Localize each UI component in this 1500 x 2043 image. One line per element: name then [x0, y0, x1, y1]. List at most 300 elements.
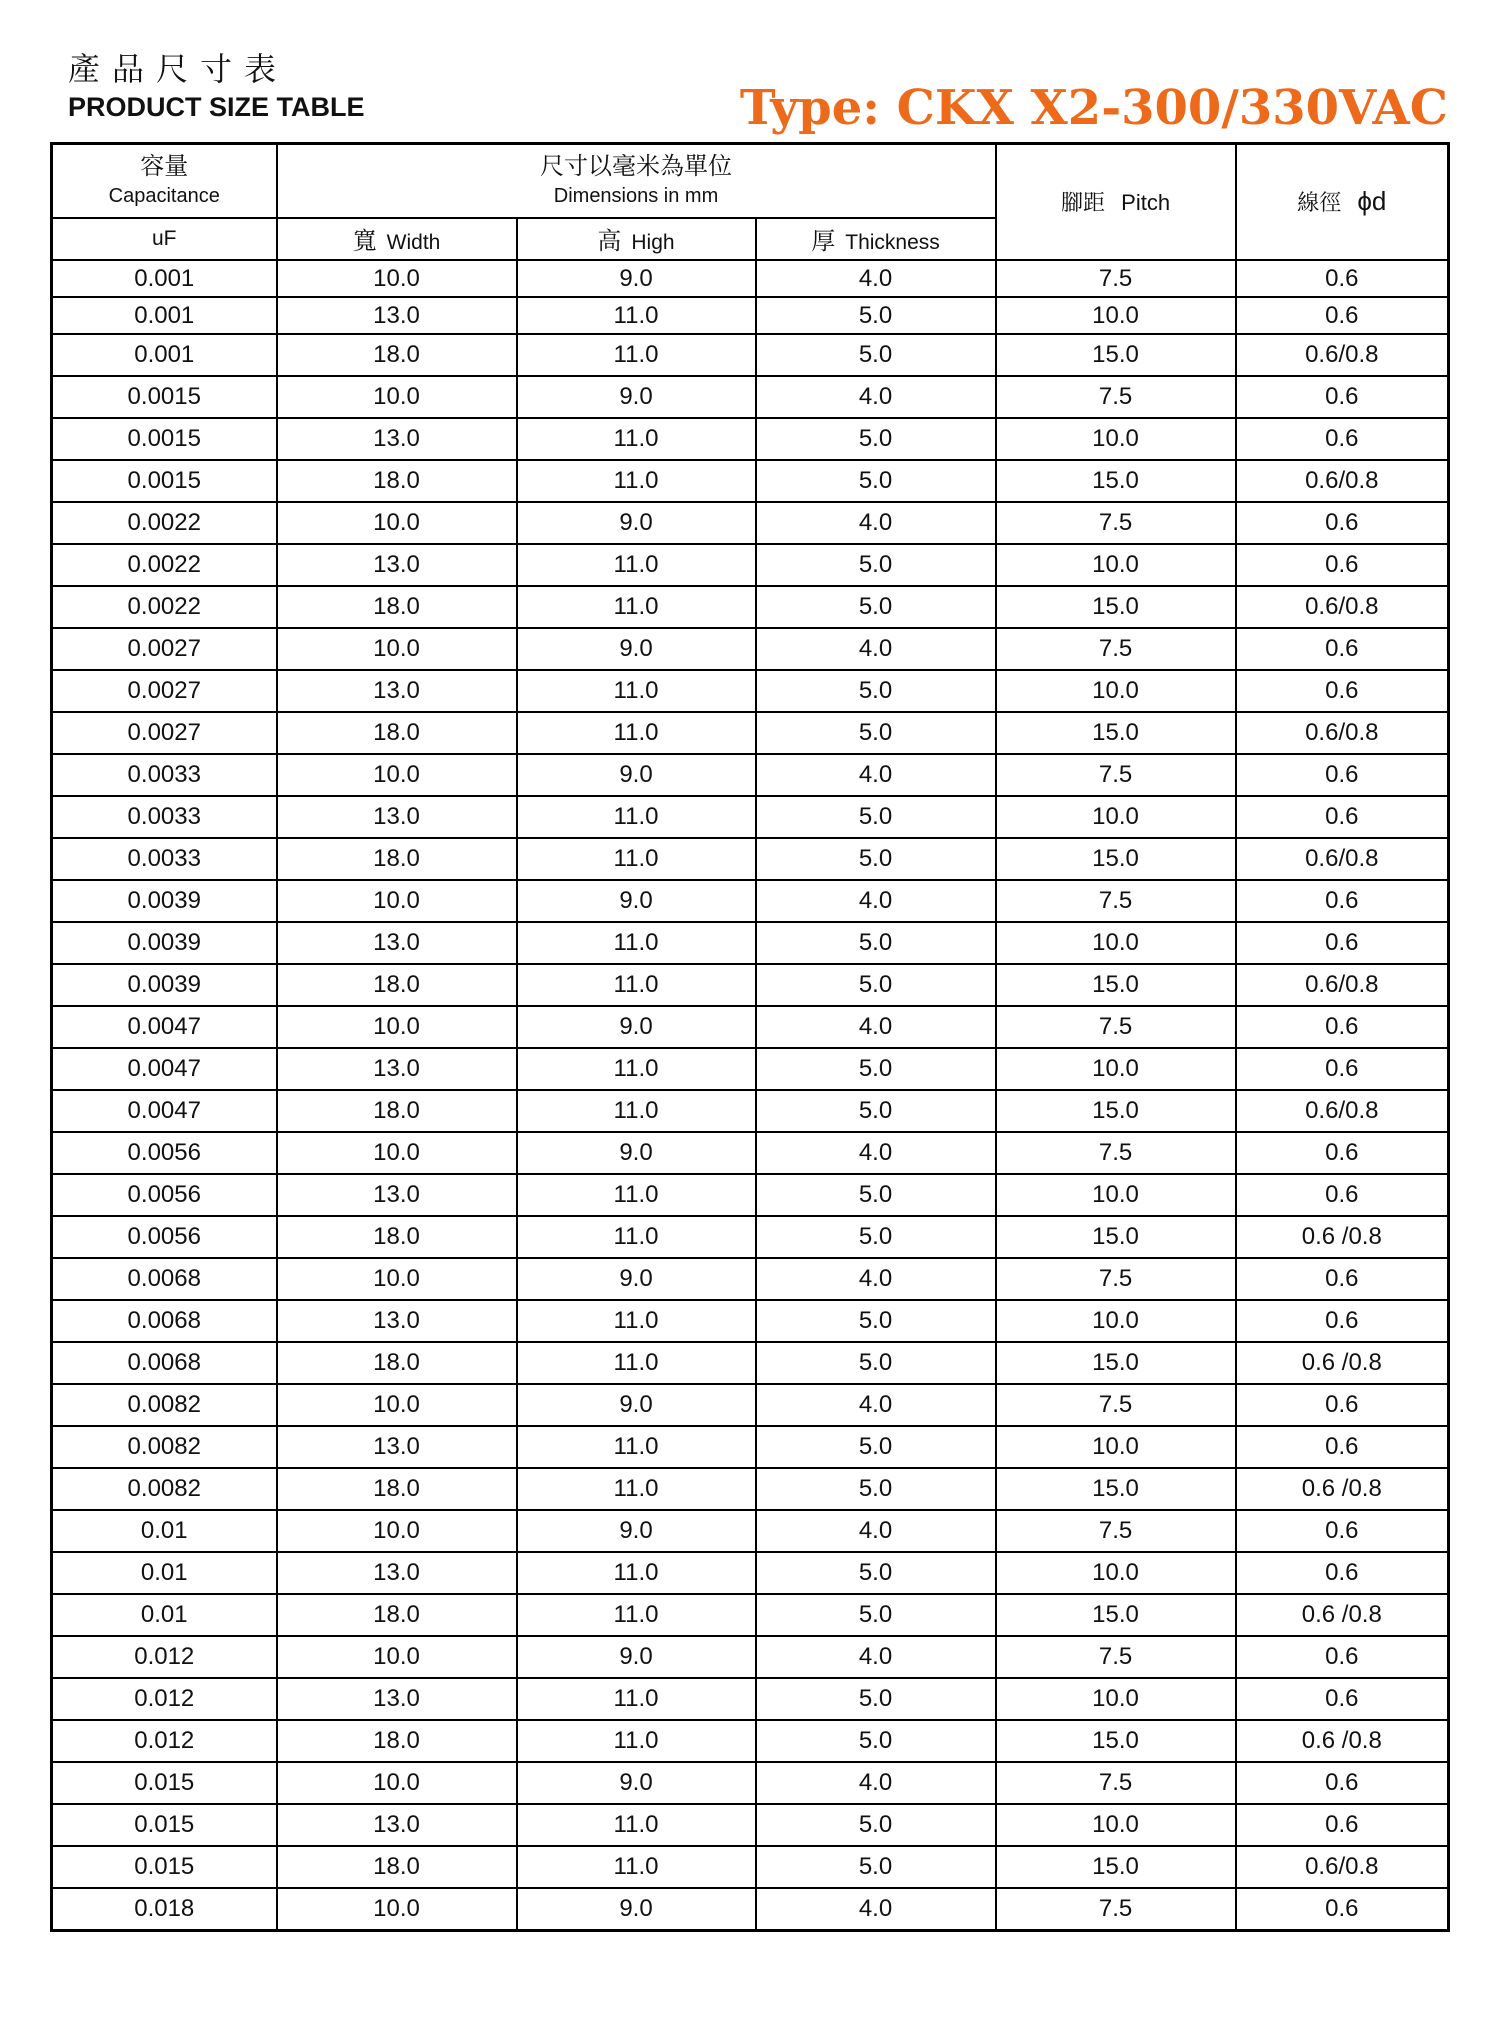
- high-cell: 9.0: [517, 376, 756, 418]
- width-cell: 18.0: [277, 838, 517, 880]
- capacitance-cell: 0.01: [52, 1510, 277, 1552]
- pitch-cell: 15.0: [996, 1090, 1236, 1132]
- capacitance-cell: 0.0022: [52, 544, 277, 586]
- wire-diameter-cell: 0.6: [1236, 628, 1449, 670]
- thickness-cell: 5.0: [756, 418, 996, 460]
- width-cell: 13.0: [277, 297, 517, 334]
- pitch-cell: 7.5: [996, 1636, 1236, 1678]
- table-row: [52, 922, 1449, 964]
- width-cell: 10.0: [277, 1636, 517, 1678]
- dimensions-header-en: Dimensions in mm: [553, 184, 719, 207]
- wire-diameter-cell: 0.6/0.8: [1236, 712, 1449, 754]
- high-cell: 11.0: [517, 964, 756, 1006]
- capacitance-cell: 0.0056: [52, 1174, 277, 1216]
- high-cell: 11.0: [517, 1678, 756, 1720]
- width-cell: 18.0: [277, 1216, 517, 1258]
- pitch-cell: 7.5: [996, 1510, 1236, 1552]
- width-cell: 10.0: [277, 880, 517, 922]
- wire-diameter-cell: 0.6/0.8: [1236, 586, 1449, 628]
- high-cell: 9.0: [517, 1888, 756, 1931]
- table-row: [52, 1300, 1449, 1342]
- capacitance-cell: 0.0039: [52, 922, 277, 964]
- high-cell: 11.0: [517, 1552, 756, 1594]
- pitch-cell: 7.5: [996, 260, 1236, 297]
- high-cell: 9.0: [517, 1510, 756, 1552]
- table-row: [52, 670, 1449, 712]
- width-cell: 13.0: [277, 922, 517, 964]
- pitch-cell: 7.5: [996, 628, 1236, 670]
- capacitance-header: [52, 144, 277, 218]
- table-row: [52, 460, 1449, 502]
- table-row: [52, 586, 1449, 628]
- table-row: [52, 1804, 1449, 1846]
- dimensions-header: [277, 144, 996, 218]
- high-header: [517, 218, 756, 260]
- pitch-cell: 15.0: [996, 964, 1236, 1006]
- pitch-cell: 15.0: [996, 838, 1236, 880]
- high-cell: 11.0: [517, 1300, 756, 1342]
- table-row: [52, 1594, 1449, 1636]
- capacitance-cell: 0.015: [52, 1846, 277, 1888]
- wire-header-cn: 線徑: [1297, 190, 1342, 216]
- width-cell: 18.0: [277, 460, 517, 502]
- high-cell: 11.0: [517, 712, 756, 754]
- pitch-cell: 15.0: [996, 1594, 1236, 1636]
- wire-diameter-cell: 0.6/0.8: [1236, 838, 1449, 880]
- table-row: [52, 1216, 1449, 1258]
- high-cell: 9.0: [517, 1132, 756, 1174]
- wire-diameter-cell: 0.6: [1236, 1636, 1449, 1678]
- wire-diameter-cell: 0.6: [1236, 1384, 1449, 1426]
- width-cell: 18.0: [277, 1342, 517, 1384]
- width-cell: 10.0: [277, 628, 517, 670]
- product-size-table: [50, 142, 1450, 1932]
- wire-diameter-cell: 0.6 /0.8: [1236, 1720, 1449, 1762]
- pitch-cell: 15.0: [996, 586, 1236, 628]
- wire-header-en: ϕd: [1357, 186, 1387, 217]
- width-cell: 18.0: [277, 1090, 517, 1132]
- width-cell: 10.0: [277, 1132, 517, 1174]
- width-cell: 10.0: [277, 260, 517, 297]
- capacitance-cell: 0.001: [52, 260, 277, 297]
- wire-diameter-cell: 0.6: [1236, 1132, 1449, 1174]
- capacitance-cell: 0.0033: [52, 796, 277, 838]
- table-row: [52, 1510, 1449, 1552]
- capacitance-cell: 0.0082: [52, 1426, 277, 1468]
- high-cell: 9.0: [517, 880, 756, 922]
- high-cell: 11.0: [517, 1090, 756, 1132]
- high-cell: 9.0: [517, 1762, 756, 1804]
- capacitance-cell: 0.012: [52, 1678, 277, 1720]
- high-cell: 11.0: [517, 1174, 756, 1216]
- high-cell: 11.0: [517, 1720, 756, 1762]
- pitch-cell: 10.0: [996, 297, 1236, 334]
- wire-diameter-cell: 0.6: [1236, 502, 1449, 544]
- width-cell: 13.0: [277, 1048, 517, 1090]
- capacitance-cell: 0.0022: [52, 502, 277, 544]
- high-cell: 9.0: [517, 628, 756, 670]
- pitch-cell: 7.5: [996, 880, 1236, 922]
- capacitance-cell: 0.0027: [52, 670, 277, 712]
- thickness-cell: 4.0: [756, 1510, 996, 1552]
- wire-diameter-cell: 0.6: [1236, 376, 1449, 418]
- wire-diameter-cell: 0.6: [1236, 1426, 1449, 1468]
- width-cell: 18.0: [277, 712, 517, 754]
- thickness-cell: 4.0: [756, 1888, 996, 1931]
- wire-diameter-cell: 0.6 /0.8: [1236, 1594, 1449, 1636]
- pitch-cell: 7.5: [996, 376, 1236, 418]
- width-cell: 10.0: [277, 1762, 517, 1804]
- thickness-cell: 4.0: [756, 1762, 996, 1804]
- thickness-header-en: Thickness: [845, 231, 940, 254]
- thickness-cell: 5.0: [756, 1048, 996, 1090]
- high-cell: 11.0: [517, 297, 756, 334]
- capacitance-cell: 0.0047: [52, 1090, 277, 1132]
- table-row: [52, 1678, 1449, 1720]
- type-label: Type: CKX X2-300/330VAC: [739, 80, 1448, 136]
- pitch-cell: 10.0: [996, 1678, 1236, 1720]
- width-cell: 10.0: [277, 1384, 517, 1426]
- wire-diameter-header: [1236, 144, 1449, 260]
- capacitance-cell: 0.0039: [52, 880, 277, 922]
- table-row: [52, 1132, 1449, 1174]
- thickness-header-cn: 厚: [811, 228, 836, 255]
- wire-diameter-cell: 0.6 /0.8: [1236, 1342, 1449, 1384]
- table-row: [52, 1720, 1449, 1762]
- width-cell: 18.0: [277, 586, 517, 628]
- table-row: [52, 418, 1449, 460]
- capacitance-cell: 0.0027: [52, 712, 277, 754]
- capacitance-cell: 0.012: [52, 1636, 277, 1678]
- pitch-cell: 10.0: [996, 1552, 1236, 1594]
- width-header: [277, 218, 517, 260]
- table-row: [52, 502, 1449, 544]
- thickness-cell: 5.0: [756, 1846, 996, 1888]
- high-cell: 11.0: [517, 418, 756, 460]
- high-cell: 9.0: [517, 1384, 756, 1426]
- thickness-cell: 5.0: [756, 1090, 996, 1132]
- high-cell: 9.0: [517, 1006, 756, 1048]
- wire-diameter-cell: 0.6/0.8: [1236, 460, 1449, 502]
- pitch-header-en: Pitch: [1121, 190, 1171, 216]
- table-row: [52, 1174, 1449, 1216]
- high-cell: 9.0: [517, 1258, 756, 1300]
- thickness-cell: 5.0: [756, 1426, 996, 1468]
- width-cell: 13.0: [277, 670, 517, 712]
- dimensions-header-cn: 尺寸以毫米為單位: [540, 152, 733, 180]
- thickness-cell: 4.0: [756, 754, 996, 796]
- thickness-cell: 5.0: [756, 670, 996, 712]
- thickness-cell: 5.0: [756, 1468, 996, 1510]
- high-cell: 11.0: [517, 460, 756, 502]
- thickness-cell: 4.0: [756, 1258, 996, 1300]
- thickness-cell: 5.0: [756, 1174, 996, 1216]
- thickness-header: [756, 218, 996, 260]
- thickness-cell: 4.0: [756, 880, 996, 922]
- thickness-cell: 5.0: [756, 586, 996, 628]
- thickness-cell: 5.0: [756, 1804, 996, 1846]
- wire-diameter-cell: 0.6: [1236, 297, 1449, 334]
- wire-diameter-cell: 0.6/0.8: [1236, 1090, 1449, 1132]
- high-cell: 11.0: [517, 1846, 756, 1888]
- thickness-cell: 5.0: [756, 712, 996, 754]
- thickness-cell: 4.0: [756, 1384, 996, 1426]
- high-cell: 11.0: [517, 1804, 756, 1846]
- pitch-cell: 10.0: [996, 1300, 1236, 1342]
- table-row: [52, 1552, 1449, 1594]
- width-cell: 18.0: [277, 1594, 517, 1636]
- thickness-cell: 4.0: [756, 1006, 996, 1048]
- pitch-header-cn: 腳距: [1061, 190, 1106, 216]
- pitch-cell: 10.0: [996, 1048, 1236, 1090]
- capacitance-cell: 0.0033: [52, 838, 277, 880]
- table-row: [52, 1090, 1449, 1132]
- capacitance-cell: 0.0082: [52, 1384, 277, 1426]
- width-cell: 13.0: [277, 418, 517, 460]
- width-cell: 18.0: [277, 334, 517, 376]
- high-cell: 11.0: [517, 1594, 756, 1636]
- high-cell: 11.0: [517, 334, 756, 376]
- capacitance-cell: 0.0033: [52, 754, 277, 796]
- width-cell: 13.0: [277, 1300, 517, 1342]
- table-row: [52, 1342, 1449, 1384]
- pitch-cell: 15.0: [996, 1468, 1236, 1510]
- table-row: [52, 1384, 1449, 1426]
- table-row: [52, 628, 1449, 670]
- wire-diameter-cell: 0.6/0.8: [1236, 964, 1449, 1006]
- wire-diameter-cell: 0.6: [1236, 1762, 1449, 1804]
- high-cell: 9.0: [517, 1636, 756, 1678]
- table-row: [52, 1258, 1449, 1300]
- pitch-cell: 7.5: [996, 1132, 1236, 1174]
- high-cell: 11.0: [517, 1048, 756, 1090]
- width-cell: 13.0: [277, 1804, 517, 1846]
- pitch-cell: 7.5: [996, 1258, 1236, 1300]
- capacitance-header-en: Capacitance: [108, 184, 220, 207]
- high-cell: 11.0: [517, 670, 756, 712]
- pitch-cell: 7.5: [996, 1384, 1236, 1426]
- width-cell: 18.0: [277, 1468, 517, 1510]
- width-cell: 13.0: [277, 1678, 517, 1720]
- high-cell: 11.0: [517, 1426, 756, 1468]
- wire-diameter-cell: 0.6/0.8: [1236, 1846, 1449, 1888]
- wire-diameter-cell: 0.6: [1236, 922, 1449, 964]
- thickness-cell: 5.0: [756, 964, 996, 1006]
- thickness-cell: 4.0: [756, 260, 996, 297]
- wire-diameter-cell: 0.6: [1236, 1552, 1449, 1594]
- thickness-cell: 5.0: [756, 922, 996, 964]
- width-cell: 13.0: [277, 1426, 517, 1468]
- pitch-cell: 10.0: [996, 1804, 1236, 1846]
- wire-diameter-cell: 0.6 /0.8: [1236, 1216, 1449, 1258]
- wire-diameter-cell: 0.6: [1236, 796, 1449, 838]
- wire-diameter-cell: 0.6: [1236, 1048, 1449, 1090]
- width-cell: 13.0: [277, 796, 517, 838]
- thickness-cell: 5.0: [756, 334, 996, 376]
- high-cell: 11.0: [517, 838, 756, 880]
- table-row: [52, 1468, 1449, 1510]
- wire-diameter-cell: 0.6/0.8: [1236, 334, 1449, 376]
- width-cell: 10.0: [277, 1006, 517, 1048]
- wire-diameter-cell: 0.6: [1236, 1258, 1449, 1300]
- capacitance-cell: 0.001: [52, 334, 277, 376]
- capacitance-cell: 0.0068: [52, 1258, 277, 1300]
- high-cell: 11.0: [517, 922, 756, 964]
- wire-diameter-cell: 0.6: [1236, 1174, 1449, 1216]
- width-cell: 13.0: [277, 1174, 517, 1216]
- capacitance-cell: 0.0022: [52, 586, 277, 628]
- thickness-cell: 5.0: [756, 796, 996, 838]
- wire-diameter-cell: 0.6: [1236, 1300, 1449, 1342]
- capacitance-cell: 0.0082: [52, 1468, 277, 1510]
- wire-diameter-cell: 0.6 /0.8: [1236, 1468, 1449, 1510]
- width-cell: 18.0: [277, 964, 517, 1006]
- table-row: [52, 1006, 1449, 1048]
- wire-diameter-cell: 0.6: [1236, 1804, 1449, 1846]
- width-cell: 18.0: [277, 1846, 517, 1888]
- capacitance-cell: 0.015: [52, 1762, 277, 1804]
- title-english: PRODUCT SIZE TABLE: [68, 92, 365, 122]
- pitch-cell: 15.0: [996, 1846, 1236, 1888]
- pitch-cell: 15.0: [996, 1216, 1236, 1258]
- width-cell: 10.0: [277, 376, 517, 418]
- table-row: [52, 754, 1449, 796]
- thickness-cell: 4.0: [756, 1636, 996, 1678]
- pitch-cell: 10.0: [996, 418, 1236, 460]
- width-cell: 18.0: [277, 1720, 517, 1762]
- pitch-cell: 7.5: [996, 754, 1236, 796]
- wire-diameter-cell: 0.6: [1236, 1510, 1449, 1552]
- wire-diameter-cell: 0.6: [1236, 418, 1449, 460]
- thickness-cell: 5.0: [756, 460, 996, 502]
- width-header-en: Width: [386, 231, 441, 254]
- pitch-cell: 10.0: [996, 922, 1236, 964]
- width-cell: 10.0: [277, 754, 517, 796]
- pitch-cell: 10.0: [996, 544, 1236, 586]
- high-cell: 11.0: [517, 1216, 756, 1258]
- capacitance-cell: 0.0039: [52, 964, 277, 1006]
- thickness-cell: 5.0: [756, 1342, 996, 1384]
- width-cell: 10.0: [277, 1510, 517, 1552]
- capacitance-cell: 0.018: [52, 1888, 277, 1931]
- pitch-cell: 7.5: [996, 1006, 1236, 1048]
- table-row: [52, 260, 1449, 297]
- table-row: [52, 1846, 1449, 1888]
- high-cell: 11.0: [517, 796, 756, 838]
- width-cell: 10.0: [277, 502, 517, 544]
- width-cell: 13.0: [277, 1552, 517, 1594]
- high-cell: 11.0: [517, 586, 756, 628]
- unit-header: uF: [52, 218, 277, 260]
- high-cell: 9.0: [517, 260, 756, 297]
- pitch-cell: 15.0: [996, 1342, 1236, 1384]
- table-row: [52, 376, 1449, 418]
- high-cell: 11.0: [517, 544, 756, 586]
- wire-diameter-cell: 0.6: [1236, 670, 1449, 712]
- capacitance-cell: 0.0047: [52, 1048, 277, 1090]
- thickness-cell: 5.0: [756, 1216, 996, 1258]
- width-header-cn: 寬: [352, 228, 377, 255]
- width-cell: 10.0: [277, 1888, 517, 1931]
- pitch-cell: 7.5: [996, 502, 1236, 544]
- pitch-cell: 10.0: [996, 796, 1236, 838]
- pitch-header: [996, 144, 1236, 260]
- table-row: [52, 1888, 1449, 1931]
- table-row: [52, 297, 1449, 334]
- wire-diameter-cell: 0.6: [1236, 544, 1449, 586]
- high-header-cn: 高: [597, 228, 622, 255]
- capacitance-cell: 0.0015: [52, 460, 277, 502]
- table-row: [52, 796, 1449, 838]
- thickness-cell: 4.0: [756, 502, 996, 544]
- table-row: [52, 712, 1449, 754]
- capacitance-cell: 0.0047: [52, 1006, 277, 1048]
- high-cell: 11.0: [517, 1342, 756, 1384]
- pitch-cell: 10.0: [996, 1174, 1236, 1216]
- table-body: [52, 260, 1449, 1931]
- wire-diameter-cell: 0.6: [1236, 880, 1449, 922]
- capacitance-cell: 0.0068: [52, 1300, 277, 1342]
- high-cell: 9.0: [517, 754, 756, 796]
- thickness-cell: 5.0: [756, 1552, 996, 1594]
- high-cell: 11.0: [517, 1468, 756, 1510]
- thickness-cell: 5.0: [756, 1720, 996, 1762]
- thickness-cell: 5.0: [756, 297, 996, 334]
- capacitance-cell: 0.0068: [52, 1342, 277, 1384]
- capacitance-cell: 0.012: [52, 1720, 277, 1762]
- table-row: [52, 1048, 1449, 1090]
- width-cell: 10.0: [277, 1258, 517, 1300]
- capacitance-cell: 0.01: [52, 1594, 277, 1636]
- pitch-cell: 10.0: [996, 670, 1236, 712]
- pitch-cell: 7.5: [996, 1888, 1236, 1931]
- capacitance-cell: 0.01: [52, 1552, 277, 1594]
- table-row: [52, 838, 1449, 880]
- table-row: [52, 880, 1449, 922]
- capacitance-cell: 0.001: [52, 297, 277, 334]
- pitch-cell: 10.0: [996, 1426, 1236, 1468]
- pitch-cell: 15.0: [996, 1720, 1236, 1762]
- table-row: [52, 334, 1449, 376]
- pitch-cell: 15.0: [996, 712, 1236, 754]
- capacitance-header-cn: 容量: [140, 152, 189, 180]
- table-row: [52, 1636, 1449, 1678]
- table-row: [52, 1762, 1449, 1804]
- table-row: [52, 964, 1449, 1006]
- wire-diameter-cell: 0.6: [1236, 260, 1449, 297]
- pitch-cell: 7.5: [996, 1762, 1236, 1804]
- title-chinese: 產品尺寸表: [68, 50, 289, 88]
- pitch-cell: 15.0: [996, 334, 1236, 376]
- capacitance-cell: 0.015: [52, 1804, 277, 1846]
- wire-diameter-cell: 0.6: [1236, 1888, 1449, 1931]
- thickness-cell: 5.0: [756, 544, 996, 586]
- capacitance-cell: 0.0056: [52, 1216, 277, 1258]
- capacitance-cell: 0.0056: [52, 1132, 277, 1174]
- pitch-cell: 15.0: [996, 460, 1236, 502]
- thickness-cell: 4.0: [756, 376, 996, 418]
- high-cell: 9.0: [517, 502, 756, 544]
- wire-diameter-cell: 0.6: [1236, 754, 1449, 796]
- thickness-cell: 5.0: [756, 1678, 996, 1720]
- wire-diameter-cell: 0.6: [1236, 1006, 1449, 1048]
- wire-diameter-cell: 0.6: [1236, 1678, 1449, 1720]
- width-cell: 13.0: [277, 544, 517, 586]
- thickness-cell: 5.0: [756, 1594, 996, 1636]
- thickness-cell: 5.0: [756, 1300, 996, 1342]
- table-row: [52, 1426, 1449, 1468]
- capacitance-cell: 0.0015: [52, 376, 277, 418]
